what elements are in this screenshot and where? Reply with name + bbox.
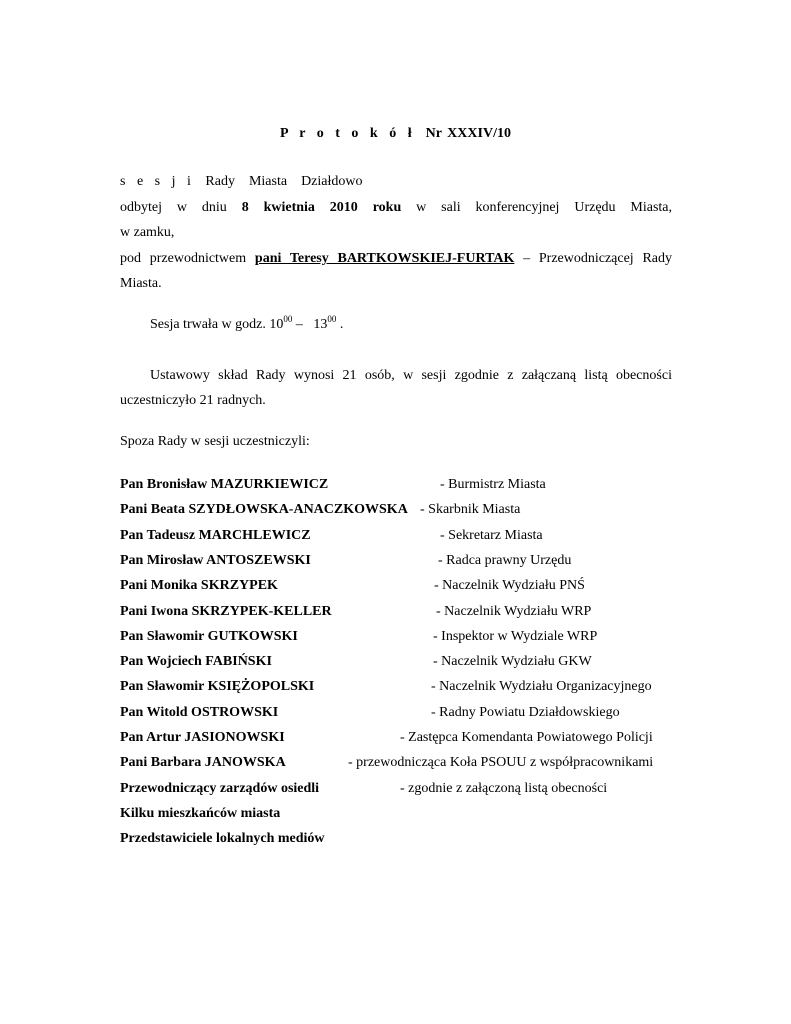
session-end-minutes: 00 [327, 314, 337, 324]
guest-row [120, 806, 680, 826]
guest-row [120, 831, 680, 851]
composition-line-1: Ustawowy skład Rady wynosi 21 osób, w sesji zgodnie z załączaną listą obecności [150, 368, 672, 383]
title-prefix: P r o t o k ó ł [280, 126, 415, 141]
guest-name: Przewodniczący zarządów osiedli [120, 780, 320, 796]
guest-name: Pani Monika SKRZYPEK [120, 578, 278, 594]
guests-heading: Spoza Rady w sesji uczestniczyli: [120, 434, 310, 449]
guest-row [120, 604, 680, 624]
guest-name: Pan Wojciech FABIŃSKI [120, 654, 272, 670]
guest-function: - Burmistrz Miasta [440, 477, 546, 492]
guest-row [120, 553, 680, 573]
guest-function: - Radny Powiatu Działdowskiego [431, 704, 620, 720]
guest-row [120, 755, 680, 775]
document-title [0, 126, 791, 142]
guest-function: - Sekretarz Miasta [440, 527, 543, 543]
guest-name: Pan Mirosław ANTOSZEWSKI [120, 552, 311, 568]
intro-chair-label: pod przewodnictwem [120, 251, 247, 266]
guest-function: - Naczelnik Wydziału Organizacyjnego [431, 679, 652, 695]
guest-name: Pan Artur JASIONOWSKI [120, 730, 285, 745]
guest-name: Pani Iwona SKRZYPEK-KELLER [120, 603, 332, 619]
intro-venue: sali konferencyjnej Urzędu Miasta, [441, 200, 673, 215]
guest-name: Pan Sławomir KSIĘŻOPOLSKI [120, 679, 315, 695]
guest-row [120, 477, 680, 497]
session-date: 8 kwietnia 2010 [241, 200, 358, 215]
guest-row [120, 629, 680, 649]
chairperson-role: – Przewodniczącej Rady [523, 251, 672, 266]
title-number: Nr XXXIV/10 [425, 126, 511, 141]
intro-roku: roku [372, 200, 402, 215]
guest-function: - Naczelnik Wydziału WRP [436, 603, 592, 619]
session-start-minutes: 00 [283, 314, 293, 324]
guest-name: Pan Witold OSTROWSKI [120, 704, 279, 720]
intro-miasta: Miasta [248, 174, 288, 189]
guest-name: Przedstawiciele lokalnych mediów [120, 831, 325, 847]
guest-function: - Radca prawny Urzędu [438, 552, 572, 568]
session-time-dash: – 13 [292, 317, 328, 332]
intro-line-2 [120, 200, 672, 216]
guest-function: - zgodnie z załączoną listą obecności [400, 780, 608, 796]
guest-row [120, 705, 680, 725]
intro-line-4 [120, 251, 672, 267]
guest-row [120, 679, 680, 699]
session-time-label: Sesja trwała w godz. 10 [150, 317, 284, 332]
guest-row [120, 528, 680, 548]
intro-dniu: dniu [201, 200, 227, 215]
intro-odbytej: odbytej [120, 200, 162, 215]
guest-row [120, 730, 680, 750]
intro-w1: w [176, 200, 188, 215]
guest-row [120, 654, 680, 674]
guest-name: Pan Tadeusz MARCHLEWICZ [120, 527, 311, 543]
guest-name: Kilku mieszkańców miasta [120, 805, 281, 821]
guest-name: Pani Beata SZYDŁOWSKA-ANACZKOWSKA [120, 502, 408, 518]
intro-line-5: Miasta. [120, 276, 162, 291]
intro-line-1 [120, 174, 363, 190]
intro-line-3: w zamku, [120, 225, 175, 240]
guest-function: - Zastępca Komendanta Powiatowego Policji [400, 730, 653, 745]
intro-city: Działdowo [301, 174, 363, 189]
guest-row [120, 502, 680, 522]
composition-line-2: uczestniczyło 21 radnych. [120, 393, 266, 408]
guest-function: - Skarbnik Miasta [420, 502, 521, 518]
guest-function: - Naczelnik Wydziału GKW [433, 654, 592, 670]
guest-name: Pani Barbara JANOWSKA [120, 755, 286, 771]
intro-rady: Rady [205, 174, 235, 189]
guest-row [120, 578, 680, 598]
intro-w2: w [416, 200, 427, 215]
guest-function: - Naczelnik Wydziału PNŚ [434, 578, 585, 594]
guest-function: - przewodnicząca Koła PSOUU z współpracownikami [348, 755, 654, 771]
chairperson-name: pani Teresy BARTKOWSKIEJ-FURTAK [254, 251, 515, 266]
guest-function: - Inspektor w Wydziale WRP [433, 628, 598, 644]
intro-sesji: s e s j i [120, 174, 195, 189]
guest-name: Pan Bronisław MAZURKIEWICZ [120, 477, 329, 492]
guest-row [120, 781, 680, 801]
session-time [150, 314, 344, 333]
session-time-end: . [336, 317, 344, 332]
guest-name: Pan Sławomir GUTKOWSKI [120, 628, 298, 644]
